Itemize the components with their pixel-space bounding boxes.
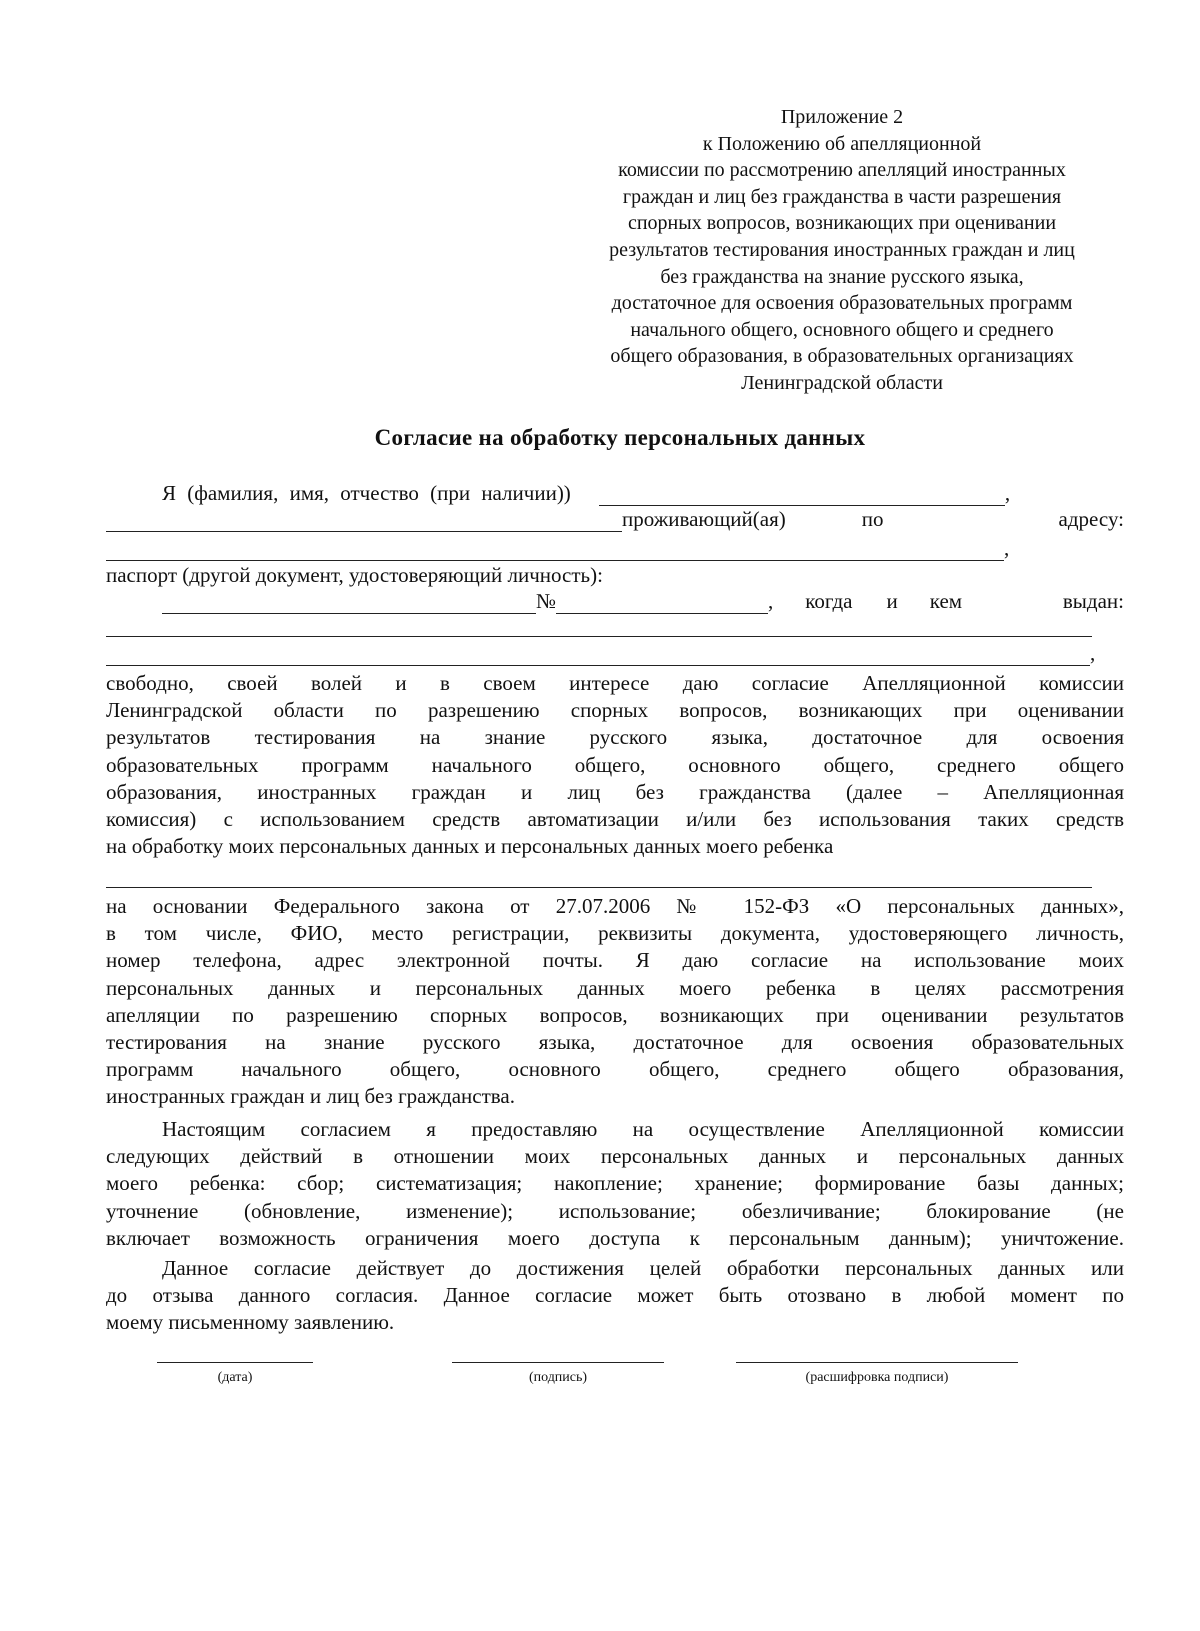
text-line: до отзыва данного согласия. Данное согласие может быть отозвано в любой момент по: [106, 1283, 1124, 1308]
signature-decoding-field[interactable]: [736, 1362, 1018, 1363]
text-line: иностранных граждан и лиц без гражданства.: [106, 1084, 515, 1109]
appendix-line: к Положению об апелляционной: [702, 132, 982, 155]
address-field[interactable]: [106, 538, 1004, 561]
issued-by-field-2[interactable]: [106, 643, 1090, 666]
fio-field[interactable]: [599, 483, 1005, 506]
number-sign: №: [536, 589, 557, 613]
issued-by-row-2: [106, 640, 1095, 666]
text-line: апелляции по разрешению спорных вопросов, возникающих при оценивании результатов: [106, 1002, 1124, 1027]
text-line: включает возможность ограничения моего доступа к персональным данным); уничтожение.: [106, 1225, 1124, 1250]
text-line: Данное согласие действует до достижения целей обработки персональных данных или: [162, 1256, 1124, 1280]
appendix-line: начального общего, основного общего и среднего: [630, 318, 1054, 341]
paragraph-consent: [106, 670, 1124, 860]
number-comma: ,: [768, 589, 774, 613]
paragraph-validity: [106, 1255, 1124, 1337]
passport-series-field[interactable]: [162, 591, 536, 614]
text-line: образовательных программ начального общего, основного общего, среднего общего: [106, 752, 1124, 777]
text-line: результатов тестирования на знание русского языка, достаточное для освоения: [106, 725, 1124, 750]
text-line: Настоящим согласием я предоставляю на осуществление Апелляционной комиссии: [162, 1117, 1124, 1141]
text-line: персональных данных и персональных данных моего ребенка в целях рассмотрения: [106, 975, 1124, 1000]
appendix-line: комиссии по рассмотрению апелляций иностранных: [618, 159, 1066, 182]
residing-row: [106, 506, 1124, 532]
appendix-line: без гражданства на знание русского языка,: [660, 265, 1024, 288]
fio-row: [162, 480, 1122, 506]
and-word: и: [886, 589, 898, 613]
issued-by-field[interactable]: [106, 636, 1092, 637]
address-row: [106, 535, 1009, 561]
appendix-line: Ленинградской области: [741, 371, 943, 394]
text-line: свободно, своей волей и в своем интересе даю согласие Апелляционной комиссии: [106, 671, 1124, 695]
text-line: номер телефона, адрес электронной почты. Я даю согласие на использование моих: [106, 948, 1124, 973]
appendix-line: результатов тестирования иностранных граждан и лиц: [609, 238, 1075, 261]
issued-word: выдан:: [1062, 589, 1124, 613]
signature-caption: (подпись): [528, 1370, 588, 1385]
child-name-field[interactable]: [106, 887, 1092, 888]
appendix-line: Приложение 2: [780, 106, 904, 128]
appendix-line: общего образования, в образовательных организациях: [610, 345, 1074, 368]
passport-row: [106, 562, 603, 588]
paragraph-actions: [106, 1116, 1124, 1252]
passport-number-row: [162, 588, 1124, 614]
document-title: Согласие на обработку персональных данных: [374, 425, 866, 450]
fio-comma: ,: [1004, 481, 1011, 505]
date-caption: (дата): [217, 1370, 253, 1385]
signature-field[interactable]: [452, 1362, 664, 1363]
when-word: когда: [805, 589, 853, 613]
text-line: в том числе, ФИО, место регистрации, реквизиты документа, удостоверяющего личность,: [106, 921, 1124, 946]
passport-number-field[interactable]: [556, 591, 768, 614]
date-field[interactable]: [157, 1362, 313, 1363]
appendix-line: граждан и лиц без гражданства в части разрешения: [622, 185, 1062, 208]
name-continuation-field[interactable]: [106, 509, 622, 532]
signature-decoding-caption: (расшифровка подписи): [805, 1370, 949, 1385]
address-word: адресу:: [1058, 507, 1124, 531]
by-whom-word: кем: [929, 589, 963, 613]
text-line: тестирования на знание русского языка, достаточное для освоения образовательных: [106, 1030, 1124, 1055]
appendix-line: спорных вопросов, возникающих при оценивании: [627, 212, 1057, 235]
text-line: на основании Федерального закона от 27.07.2006 № 152-ФЗ «О персональных данных»,: [106, 894, 1124, 918]
paragraph-legal-basis: [106, 893, 1124, 1111]
fio-label: Я (фамилия, имя, отчество (при наличии)): [162, 481, 571, 505]
residing-label: проживающий(ая): [622, 507, 786, 531]
issued-comma: ,: [1090, 641, 1096, 665]
text-line: на обработку моих персональных данных и персональных данных моего ребенка: [106, 834, 834, 859]
text-line: комиссия) с использованием средств автоматизации и/или без использования таких средств: [106, 807, 1124, 832]
text-line: образования, иностранных граждан и лиц без гражданства (далее – Апелляционная: [106, 779, 1124, 804]
text-line: следующих действий в отношении моих персональных данных и персональных данных: [106, 1144, 1124, 1169]
po-word: по: [861, 507, 884, 531]
text-line: моему письменному заявлению.: [106, 1310, 395, 1335]
address-comma: ,: [1004, 536, 1010, 560]
text-line: моего ребенка: сбор; систематизация; накопление; хранение; формирование базы данных;: [106, 1171, 1124, 1196]
appendix-line: достаточное для освоения образовательных программ: [611, 292, 1073, 315]
text-line: уточнение (обновление, изменение); использование; обезличивание; блокирование (не: [106, 1198, 1124, 1223]
text-line: Ленинградской области по разрешению спорных вопросов, возникающих при оценивании: [106, 698, 1124, 723]
text-line: программ начального общего, основного общего, среднего общего образования,: [106, 1057, 1124, 1082]
passport-label: паспорт (другой документ, удостоверяющий личность):: [106, 563, 603, 587]
appendix-header: [560, 104, 1124, 397]
